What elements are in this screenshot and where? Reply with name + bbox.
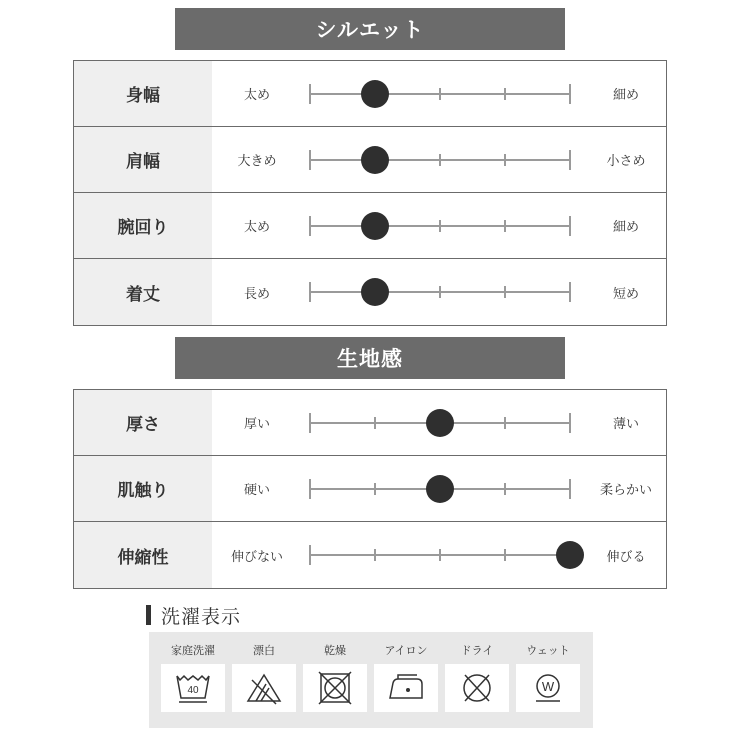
rating-scale [310, 456, 570, 521]
scale-tick [569, 479, 571, 499]
left-word: 太め [243, 220, 270, 235]
left-word: 長め [243, 286, 270, 302]
silhouette-title: シルエット [175, 8, 565, 50]
left-word: 太め [243, 88, 270, 103]
silhouette-row [74, 61, 666, 127]
scale-tick [439, 286, 441, 298]
row-label: 肩幅 [74, 127, 212, 192]
rating-scale [310, 193, 570, 258]
washing-title: 洗濯表示 [161, 605, 242, 628]
no-dry-clean-icon [445, 664, 509, 712]
texture-row [74, 390, 666, 456]
no-tumble-dry-icon [303, 664, 367, 712]
right-word: 細め [612, 220, 639, 235]
washing-heading [146, 604, 241, 626]
scale-tick [569, 216, 571, 236]
left-word: 伸びない [230, 549, 283, 565]
scale-tick [309, 150, 311, 170]
texture-table [73, 389, 667, 589]
scale-tick [439, 549, 441, 561]
scale-tick [504, 549, 506, 561]
scale-marker [361, 278, 389, 306]
row-label: 厚さ [74, 390, 212, 455]
scale-tick [504, 220, 506, 232]
row-label: 着丈 [74, 259, 212, 325]
scale-marker [361, 212, 389, 240]
row-label: 腕回り [74, 193, 212, 258]
scale-tick [309, 84, 311, 104]
scale-tick [374, 549, 376, 561]
right-word: 薄い [612, 417, 639, 432]
wash-item-home-wash [161, 632, 225, 728]
right-word: 短め [612, 286, 639, 302]
scale-tick [504, 483, 506, 495]
scale-tick [504, 88, 506, 100]
no-chlorine-bleach-icon [232, 664, 296, 712]
wet-symbol: W [541, 679, 555, 694]
scale-tick [569, 150, 571, 170]
wash-item-iron [374, 632, 438, 728]
rating-scale [310, 522, 570, 588]
row-label: 肌触り [74, 456, 212, 521]
scale-marker [361, 80, 389, 108]
scale-tick [309, 545, 311, 565]
washing-panel [149, 632, 593, 728]
iron-low-temp-icon [374, 664, 438, 712]
row-label: 伸縮性 [74, 522, 212, 588]
scale-tick [439, 220, 441, 232]
silhouette-table [73, 60, 667, 326]
silhouette-row [74, 259, 666, 325]
wash-label: ウェット [526, 644, 570, 657]
wash-temp: 40 [187, 685, 199, 696]
scale-tick [374, 417, 376, 429]
scale-tick [504, 286, 506, 298]
scale-marker [426, 475, 454, 503]
silhouette-row [74, 193, 666, 259]
left-word: 大きめ [237, 154, 277, 169]
scale-tick [569, 413, 571, 433]
scale-tick [309, 282, 311, 302]
scale-marker [556, 541, 584, 569]
right-word: 伸びる [606, 549, 646, 565]
wash-item-wet [516, 632, 580, 728]
texture-row [74, 456, 666, 522]
silhouette-row [74, 127, 666, 193]
wash-tub-40-icon [161, 664, 225, 712]
scale-tick [439, 88, 441, 100]
scale-marker [361, 146, 389, 174]
scale-tick [569, 282, 571, 302]
texture-row [74, 522, 666, 588]
wash-item-bleach [232, 632, 296, 728]
left-word: 硬い [243, 483, 270, 498]
right-word: 柔らかい [599, 483, 652, 498]
wash-label: アイロン [384, 644, 428, 657]
wash-label: 乾燥 [324, 644, 346, 657]
scale-tick [374, 483, 376, 495]
scale-tick [569, 84, 571, 104]
scale-tick [504, 154, 506, 166]
scale-tick [309, 216, 311, 236]
scale-tick [309, 479, 311, 499]
wash-label: ドライ [460, 644, 494, 657]
wet-clean-icon [516, 664, 580, 712]
right-word: 小さめ [606, 154, 646, 169]
rating-scale [310, 259, 570, 325]
rating-scale [310, 61, 570, 126]
wash-item-dry [303, 632, 367, 728]
scale-tick [439, 154, 441, 166]
left-word: 厚い [243, 417, 270, 432]
rating-scale [310, 390, 570, 455]
wash-label: 家庭洗濯 [171, 644, 215, 657]
wash-item-dry-clean [445, 632, 509, 728]
texture-title: 生地感 [175, 337, 565, 379]
scale-tick [309, 413, 311, 433]
rating-scale [310, 127, 570, 192]
wash-label: 漂白 [253, 644, 275, 657]
right-word: 細め [612, 88, 639, 103]
heading-bar [146, 605, 151, 625]
scale-tick [504, 417, 506, 429]
row-label: 身幅 [74, 61, 212, 126]
scale-marker [426, 409, 454, 437]
